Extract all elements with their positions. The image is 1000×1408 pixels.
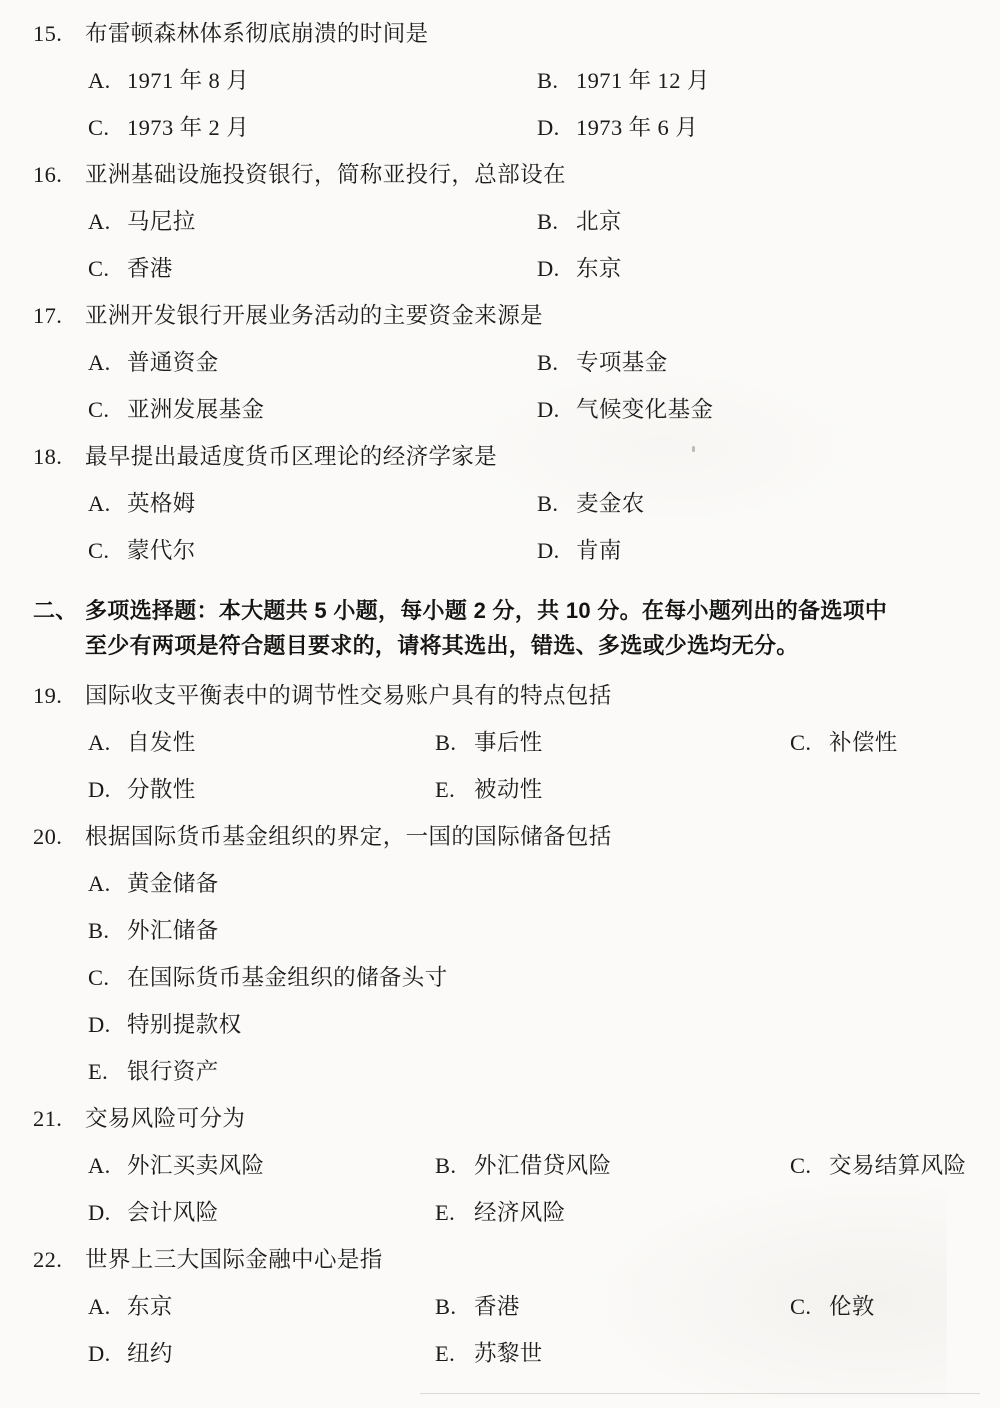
option-item — [88, 907, 927, 954]
option-item — [88, 527, 537, 574]
option-item — [790, 1283, 927, 1330]
option-label: C. — [88, 397, 110, 422]
question-line — [33, 433, 927, 480]
option-text: 黄金储备 — [127, 871, 219, 896]
question-block — [33, 1095, 967, 1236]
options-grid — [88, 860, 927, 1095]
option-label: A. — [88, 1153, 111, 1178]
option-text: 分散性 — [127, 777, 196, 802]
option-label: D. — [537, 256, 560, 281]
question-number: 22. — [33, 1247, 63, 1272]
option-text: 特别提款权 — [127, 1012, 242, 1037]
option-label: E. — [435, 1200, 456, 1225]
option-label: A. — [88, 209, 111, 234]
option-text: 补偿性 — [829, 730, 898, 755]
section-number: 二、 — [33, 598, 78, 623]
option-item — [537, 386, 927, 433]
option-label: D. — [88, 1341, 111, 1366]
option-item — [435, 719, 790, 766]
question-block — [33, 433, 927, 574]
option-label: C. — [790, 1294, 812, 1319]
options-grid — [88, 480, 927, 574]
question-number: 18. — [33, 444, 63, 469]
option-item — [537, 198, 927, 245]
question-line — [33, 672, 927, 719]
option-item — [88, 1048, 927, 1095]
question-text: 亚洲开发银行开展业务活动的主要资金来源是 — [85, 303, 544, 328]
option-text: 伦敦 — [829, 1294, 875, 1319]
option-label: B. — [537, 68, 559, 93]
option-text: 东京 — [576, 256, 622, 281]
option-item — [435, 1189, 790, 1236]
options-grid — [88, 198, 927, 292]
question-block — [33, 813, 927, 1095]
option-label: A. — [88, 350, 111, 375]
option-text: 麦金农 — [576, 491, 645, 516]
option-item — [88, 766, 435, 813]
section-text-line2: 至少有两项是符合题目要求的，请将其选出，错选、多选或少选均无分。 — [85, 633, 799, 658]
option-text: 纽约 — [127, 1341, 173, 1366]
option-text: 交易结算风险 — [829, 1153, 967, 1178]
option-label: B. — [435, 1153, 457, 1178]
option-item — [790, 719, 927, 766]
option-text: 银行资产 — [127, 1059, 219, 1084]
option-label: A. — [88, 68, 111, 93]
question-block — [33, 10, 927, 151]
option-item — [88, 198, 537, 245]
option-label: D. — [88, 1012, 111, 1037]
question-line — [33, 151, 927, 198]
option-label: D. — [88, 1200, 111, 1225]
question-line — [33, 813, 927, 860]
option-text: 事后性 — [474, 730, 543, 755]
question-text: 交易风险可分为 — [85, 1106, 246, 1131]
question-text: 世界上三大国际金融中心是指 — [85, 1247, 383, 1272]
question-number: 15. — [33, 21, 63, 46]
option-text: 外汇储备 — [127, 918, 219, 943]
option-label: B. — [537, 209, 559, 234]
option-text: 外汇买卖风险 — [127, 1153, 265, 1178]
option-label: B. — [537, 350, 559, 375]
option-item — [435, 766, 790, 813]
option-item — [88, 1189, 435, 1236]
option-label: E. — [88, 1059, 109, 1084]
section-text — [85, 593, 927, 663]
option-item — [435, 1142, 790, 1189]
option-text: 香港 — [127, 256, 173, 281]
option-item — [88, 57, 537, 104]
question-text: 布雷顿森林体系彻底崩溃的时间是 — [85, 21, 429, 46]
question-number: 19. — [33, 683, 63, 708]
option-label: D. — [537, 115, 560, 140]
question-text: 亚洲基础设施投资银行，简称亚投行，总部设在 — [85, 162, 566, 187]
option-label: D. — [537, 538, 560, 563]
option-text: 亚洲发展基金 — [127, 397, 265, 422]
option-item — [88, 245, 537, 292]
option-text: 苏黎世 — [474, 1341, 543, 1366]
option-text: 北京 — [576, 209, 622, 234]
question-line — [33, 292, 927, 339]
option-text: 1973 年 6 月 — [576, 115, 699, 140]
option-label: C. — [88, 115, 110, 140]
option-text: 外汇借贷风险 — [474, 1153, 612, 1178]
options-grid — [88, 1283, 927, 1377]
option-text: 普通资金 — [127, 350, 219, 375]
option-item — [790, 1142, 966, 1189]
option-label: A. — [88, 871, 111, 896]
option-item — [537, 480, 927, 527]
question-block — [33, 151, 927, 292]
option-item — [88, 386, 537, 433]
options-grid — [88, 57, 927, 151]
option-text: 在国际货币基金组织的储备头寸 — [127, 965, 448, 990]
question-text: 最早提出最适度货币区理论的经济学家是 — [85, 444, 498, 469]
option-text: 1973 年 2 月 — [127, 115, 250, 140]
option-label: D. — [88, 777, 111, 802]
option-text: 英格姆 — [127, 491, 196, 516]
option-item — [435, 1283, 790, 1330]
option-item — [537, 339, 927, 386]
option-label: B. — [88, 918, 110, 943]
option-label: B. — [435, 1294, 457, 1319]
option-text: 东京 — [127, 1294, 173, 1319]
option-label: B. — [537, 491, 559, 516]
option-item — [537, 57, 927, 104]
option-item — [435, 1330, 790, 1377]
question-line — [33, 10, 927, 57]
question-text: 国际收支平衡表中的调节性交易账户具有的特点包括 — [85, 683, 612, 708]
option-text: 被动性 — [474, 777, 543, 802]
question-number: 17. — [33, 303, 63, 328]
option-item — [88, 1330, 435, 1377]
option-item — [88, 1142, 435, 1189]
question-number: 20. — [33, 824, 63, 849]
option-text: 马尼拉 — [127, 209, 196, 234]
question-number: 21. — [33, 1106, 63, 1131]
option-text: 经济风险 — [474, 1200, 566, 1225]
option-item — [537, 104, 927, 151]
option-label: E. — [435, 1341, 456, 1366]
option-text: 会计风险 — [127, 1200, 219, 1225]
option-text: 自发性 — [127, 730, 196, 755]
option-text: 肯南 — [576, 538, 622, 563]
option-item — [537, 527, 927, 574]
scan-artifact-dot — [692, 446, 695, 452]
option-label: A. — [88, 1294, 111, 1319]
options-grid — [88, 339, 927, 433]
option-label: C. — [88, 256, 110, 281]
question-number: 16. — [33, 162, 63, 187]
scan-artifact-line — [420, 1393, 980, 1394]
section-heading — [33, 593, 927, 663]
option-label: C. — [790, 730, 812, 755]
option-text: 1971 年 8 月 — [127, 68, 250, 93]
option-label: E. — [435, 777, 456, 802]
question-line — [33, 1095, 927, 1142]
option-label: A. — [88, 491, 111, 516]
option-item — [88, 1001, 927, 1048]
section-text-line1: 多项选择题：本大题共 5 小题，每小题 2 分，共 10 分。在每小题列出的备选项中 — [85, 598, 888, 623]
question-block — [33, 1236, 927, 1377]
option-item — [88, 1283, 435, 1330]
option-label: C. — [88, 965, 110, 990]
question-text: 根据国际货币基金组织的界定，一国的国际储备包括 — [85, 824, 612, 849]
option-item — [88, 954, 927, 1001]
question-block — [33, 292, 927, 433]
option-item — [537, 245, 927, 292]
option-label: D. — [537, 397, 560, 422]
option-item — [88, 860, 927, 907]
option-item — [88, 104, 537, 151]
question-line — [33, 1236, 927, 1283]
option-item — [88, 719, 435, 766]
option-label: C. — [790, 1153, 812, 1178]
options-grid — [88, 719, 927, 813]
option-text: 香港 — [474, 1294, 520, 1319]
option-label: C. — [88, 538, 110, 563]
option-text: 蒙代尔 — [127, 538, 196, 563]
option-text: 气候变化基金 — [576, 397, 714, 422]
question-block — [33, 672, 927, 813]
option-item — [88, 480, 537, 527]
option-text: 1971 年 12 月 — [576, 68, 710, 93]
option-item — [88, 339, 537, 386]
option-label: B. — [435, 730, 457, 755]
options-grid — [88, 1142, 967, 1236]
option-label: A. — [88, 730, 111, 755]
option-text: 专项基金 — [576, 350, 668, 375]
